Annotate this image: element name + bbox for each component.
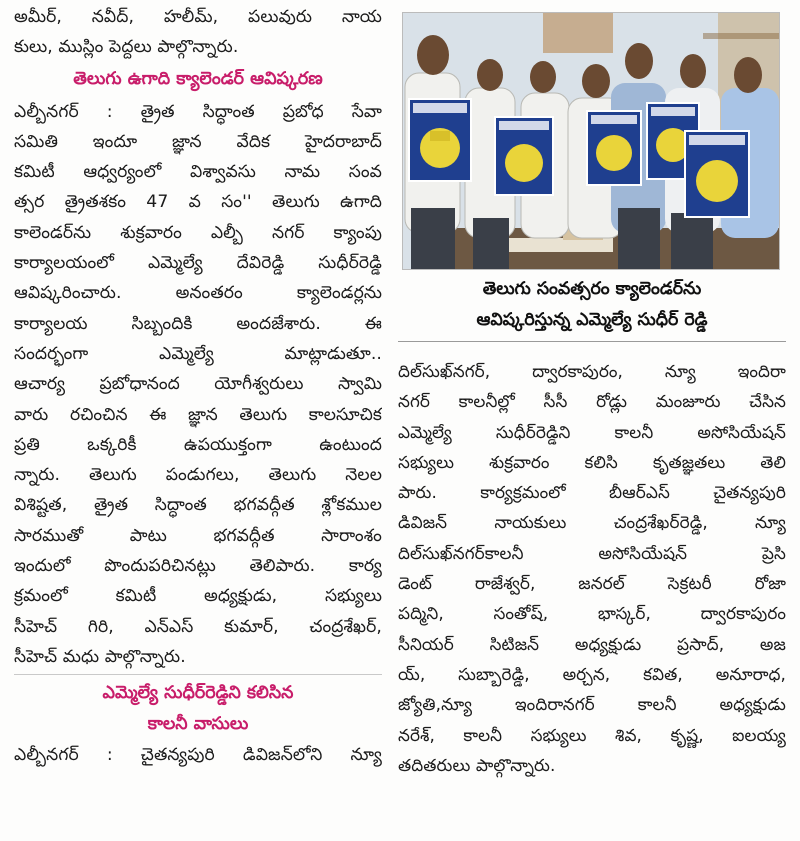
- text-line: ఎల్బీనగర్‌ : త్రైత సిద్ధాంత ప్రబోధ సేవా: [14, 101, 382, 122]
- story-colony-residents: [398, 356, 786, 780]
- calendar-2: [495, 117, 553, 195]
- text-line: సందర్భంగా ఎమ్మెల్యే మాట్లాడుతూ..: [14, 343, 382, 364]
- text-line: సారముతో పాటు భగవద్గీత సారాంశం: [14, 525, 382, 546]
- headline-colony-residents-line-1: ఎమ్మెల్యే సుధీర్‌రెడ్డిని కలిసిన: [102, 683, 294, 704]
- text-line: ఎమ్మెల్యే సుధీర్‌రెడ్డిని కాలనీ అసోసియేషన్‌: [398, 421, 786, 442]
- text-line: సమితి ఇందూ జ్ఞాన వేదిక హైదరాబాద్‌: [14, 131, 382, 152]
- text-line: ప్రతి ఒక్కరికీ ఉపయుక్తంగా ఉంటుంద: [14, 434, 382, 455]
- text-line: ఇందులో పొందుపరిచినట్లు తెలిపారు. కార్య: [14, 556, 382, 577]
- headline-colony-residents-line-2: కాలనీ వాసులు: [147, 714, 249, 735]
- text-line: కాలెండర్‌ను శుక్రవారం ఎల్బీ నగర్‌ క్యాంపు: [14, 222, 382, 243]
- text-line: జ్యోతి,న్యూ ఇందిరానగర్‌ కాలనీ అధ్యక్షుడు: [398, 694, 786, 715]
- text-line: కమిటీ ఆధ్వర్యంలో విశ్వావసు నామ సంవ: [14, 162, 382, 183]
- text-line: కులు, ముస్లిం పెద్దలు పాల్గొన్నారు.: [14, 37, 239, 58]
- text-line: దిల్‌సుఖ్‌నగర్‌, ద్వారకాపురం, న్యూ ఇందిరా: [398, 361, 786, 381]
- left-column: [14, 2, 382, 771]
- calendar-3: [587, 111, 641, 185]
- text-line: క్రమంలో కమిటీ అధ్యక్షుడు, సభ్యులు: [14, 586, 382, 607]
- text-line: డివిజన్‌ నాయకులు చంద్రశేఖర్‌రెడ్డి, న్యూ: [398, 512, 786, 533]
- text-line: నగర్‌ కాలనీల్లో సీసీ రోడ్లు మంజూరు చేసిన: [398, 391, 786, 412]
- caption-line: తెలుగు సంవత్సరం క్యాలెండర్‌ను: [482, 279, 702, 299]
- divider: [14, 674, 382, 675]
- story-calendar-release: [14, 97, 382, 673]
- calendar-1: [409, 99, 471, 181]
- photo-caption: [398, 270, 786, 342]
- text-line: సభ్యులు శుక్రవారం కలిసి కృతజ్ఞతలు తెలి: [398, 451, 786, 472]
- text-line: న్నారు. తెలుగు పండుగలు, తెలుగు నెలల: [14, 465, 382, 486]
- text-line: కార్యాలయంలో ఎమ్మెల్యే దేవిరెడ్డి సుధీర్‌రెడ్డి: [14, 253, 382, 274]
- headline-calendar-release: తెలుగు ఉగాది క్యాలెండర్‌ ఆవిష్కరణ: [73, 68, 323, 89]
- text-line: సీహెచ్‌ గిరి, ఎన్‌ఎస్‌ కుమార్‌, చంద్రశేఖర్‌,: [14, 616, 382, 637]
- text-line: య్‌, సుబ్బారెడ్డి, అర్చన, కవిత, అనూరాధ,: [398, 663, 786, 684]
- photo-illustration: [403, 13, 779, 269]
- text-line: త్సర త్రైతశకం 47 వ సం'' తెలుగు ఉగాది: [14, 192, 382, 213]
- text-line: డెంట్‌ రాజేశ్వర్‌, జనరల్‌ సెక్రటరీ రోజా: [398, 573, 786, 594]
- text-line: అమీర్‌, నవీద్‌, హలీమ్‌, పలువురు నాయ: [14, 7, 382, 27]
- caption-line: ఆవిష్కరిస్తున్న ఎమ్మెల్యే సుధీర్‌ రెడ్డి: [476, 309, 708, 330]
- text-line: వారు రచించిన ఈ జ్ఞాన తెలుగు కాలసూచిక: [14, 404, 382, 425]
- text-line: తదితరులు పాల్గొన్నారు.: [398, 754, 556, 775]
- calendar-release-photo: [402, 12, 780, 270]
- text-line: నరేశ్‌, కాలనీ సభ్యులు శివ, కృష్ణ, ఐలయ్య: [398, 724, 786, 745]
- right-column: [398, 12, 786, 780]
- text-line: పారు. కార్యక్రమంలో బీఆర్‌ఎస్‌ చైతన్యపురి: [398, 482, 786, 503]
- text-line: సీనియర్‌ సిటిజన్‌ అధ్యక్షుడు ప్రసాద్‌, అజ: [398, 633, 786, 654]
- text-line: కార్యాలయ సిబ్బందికి అందజేశారు. ఈ: [14, 313, 382, 334]
- text-line: ఎల్బీనగర్‌ : చైతన్యపురి డివిజన్‌లోని న్యూ: [14, 745, 382, 766]
- text-line: సీహెచ్‌ మధు పాల్గొన్నారు.: [14, 646, 186, 667]
- calendar-5: [685, 131, 749, 217]
- text-line: విశిష్టత, త్రైత సిద్ధాంత భగవద్గీత శ్లోకముల: [14, 495, 382, 516]
- text-line: ఆచార్య ప్రబోధానంద యోగీశ్వరులు స్వామి: [14, 374, 382, 395]
- text-line: ఆవిష్కరించారు. అనంతరం క్యాలెండర్లను: [14, 283, 382, 304]
- text-line: దిల్‌సుఖ్‌నగర్‌కాలనీ అసోసియేషన్‌ ప్రెసి: [398, 542, 786, 563]
- text-line: పద్మిని, సంతోష్‌, భాస్కర్‌, ద్వారకాపురం: [398, 603, 786, 624]
